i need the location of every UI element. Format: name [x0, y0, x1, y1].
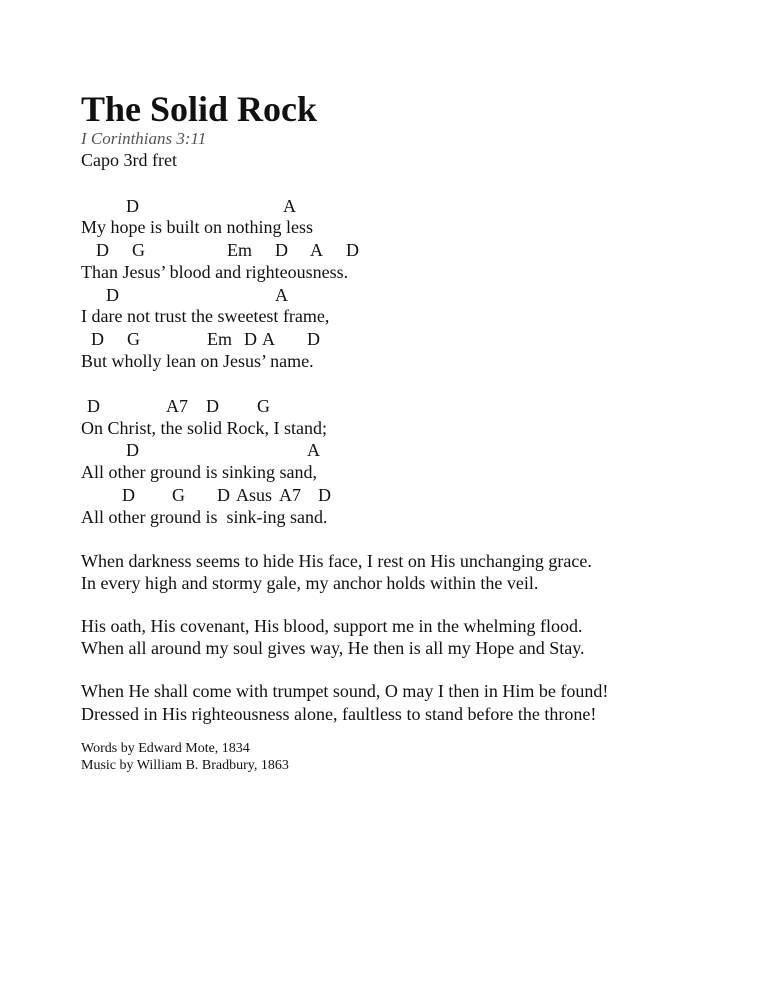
lyric-line: When darkness seems to hide His face, I rest on His unchanging grace. [81, 551, 592, 571]
lyric-line: My hope is built on nothing less [81, 217, 314, 237]
lyric-line: When all around my soul gives way, He then is all my Hope and Stay. [81, 638, 585, 658]
chord: D [126, 440, 139, 460]
chord: D [122, 485, 135, 505]
chord: A7 [279, 485, 301, 505]
song-title: The Solid Rock [81, 89, 318, 129]
lyric-line: But wholly lean on Jesus’ name. [81, 351, 314, 371]
chord: Em [227, 240, 252, 260]
chord: D [91, 329, 104, 349]
chord: D [307, 329, 320, 349]
lyric-line: His oath, His covenant, His blood, support me in the whelming flood. [81, 616, 583, 636]
lyric-line: I dare not trust the sweetest frame, [81, 306, 330, 326]
chord: A [310, 240, 323, 260]
chord: A7 [166, 396, 188, 416]
capo-instruction: Capo 3rd fret [81, 150, 177, 170]
chord: Asus [236, 485, 273, 505]
lyric-line: When He shall come with trumpet sound, O may I then in Him be found! [81, 681, 609, 701]
chord: D [318, 485, 331, 505]
chord: D [206, 396, 219, 416]
chord: D [275, 240, 288, 260]
chord: D [346, 240, 359, 260]
chord: G [172, 485, 185, 505]
chord: D [87, 396, 100, 416]
lyric-line: In every high and stormy gale, my anchor holds within the veil. [81, 573, 539, 593]
chord: A [262, 329, 275, 349]
chord: D [96, 240, 109, 260]
chord: A [275, 285, 288, 305]
chord: D [217, 485, 230, 505]
words-credit: Words by Edward Mote, 1834 [81, 741, 250, 756]
music-credit: Music by William B. Bradbury, 1863 [81, 758, 289, 773]
chord: G [132, 240, 145, 260]
chord: G [257, 396, 270, 416]
chord: D [244, 329, 257, 349]
lyric-line: On Christ, the solid Rock, I stand; [81, 418, 327, 438]
chord: D [106, 285, 119, 305]
lyric-line: All other ground is sink-ing sand. [81, 507, 328, 527]
chord: A [307, 440, 320, 460]
chord: D [126, 196, 139, 216]
lyric-line: Than Jesus’ blood and righteousness. [81, 262, 349, 282]
chord: Em [207, 329, 232, 349]
chord: A [283, 196, 296, 216]
lyric-line: Dressed in His righteousness alone, faultless to stand before the throne! [81, 704, 597, 724]
lyric-line: All other ground is sinking sand, [81, 462, 317, 482]
chord: G [127, 329, 140, 349]
scripture-reference: I Corinthians 3:11 [81, 129, 207, 148]
